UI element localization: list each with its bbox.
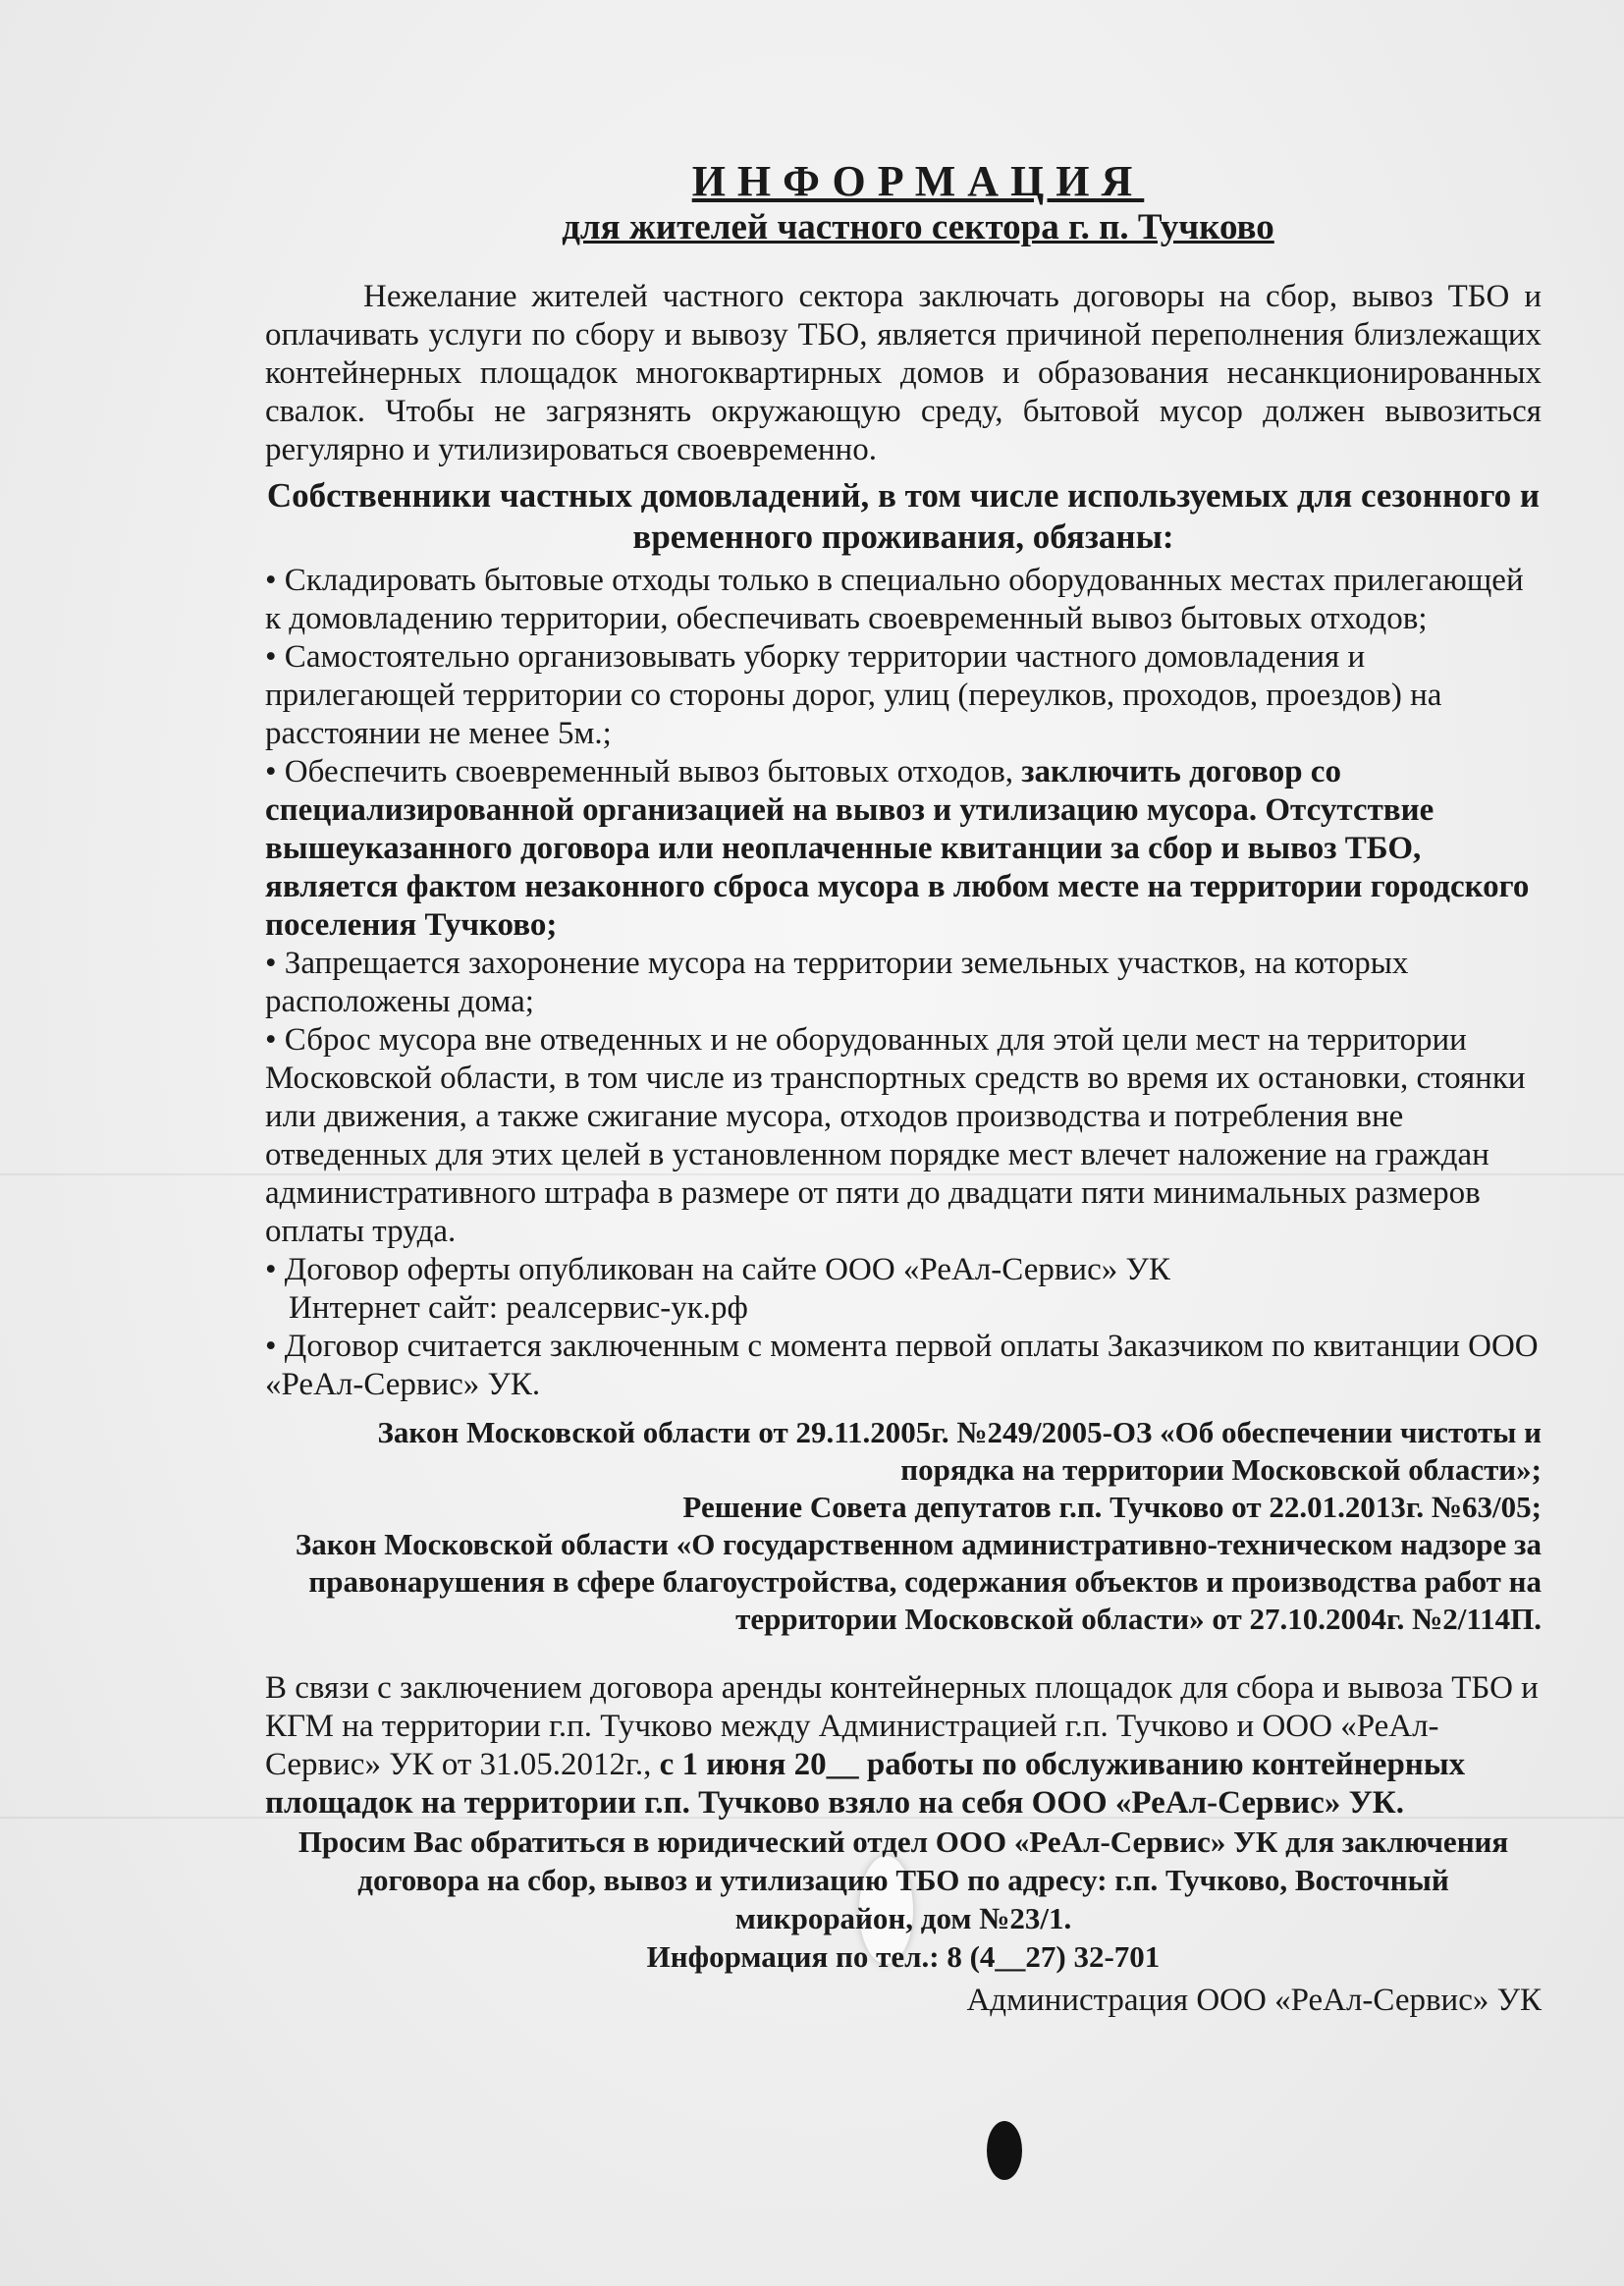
bullet-item: • Самостоятельно организовывать уборку территории частного домовладения и прилегающей территории со стороны дорог, улиц (переулков, проходов, проездов) на расстоянии не менее 5м.;: [265, 639, 1442, 751]
request-paragraph: Просим Вас обратиться в юридический отдел ООО «РеАл-Сервис» УК для заключения договора на сбор, вывоз и утилизацию ТБО по адресу: г.п. Тучково, Восточный микрорайон, дом №23/1.: [298, 1824, 1509, 1935]
bullet-item: • Складировать бытовые отходы только в специально оборудованных местах прилегающей к домовладению территории, обеспечивать своевременный вывоз бытовых отходов;: [265, 563, 1524, 636]
bullet-plain-text: • Обеспечить своевременный вывоз бытовых отходов,: [265, 754, 1022, 789]
ink-stain: [987, 2121, 1022, 2180]
law-reference: Закон Московской области от 29.11.2005г. №249/2005-ОЗ «Об обеспечении чистоты и порядка на территории Московской области»;: [377, 1415, 1542, 1487]
contract-plain-text: В связи с заключением договора аренды контейнерных площадок для сбора и вывоза ТБО и КГМ на территории г.п. Тучково между Администрацией г.п. Тучково и ООО «РеАл-Сервис» УК от 31.05.2012г.,: [265, 1670, 1539, 1782]
bullet-bold-text: заключить договор со специализированной организацией на вывоз и утилизацию мусора. Отсутствие вышеуказанного договора или неоплаченные квитанции за сбор и вывоз ТБО, является фактом незаконного сброса мусора в любом месте на территории городского поселения Тучково;: [265, 754, 1530, 943]
bullet-item: • Договор оферты опубликован на сайте ООО «РеАл-Сервис» УК: [265, 1252, 1170, 1287]
law-reference: Закон Московской области «О государственном административно-техническом надзоре за правонарушения в сфере благоустройства, содержания объектов и производства работ на территории Московской области» от 27.10.2004г. №2/114П.: [295, 1527, 1542, 1636]
website-line: Интернет сайт: реалсервис-ук.рф: [289, 1290, 748, 1326]
bullet-item: • Запрещается захоронение мусора на территории земельных участков, на которых расположены дома;: [265, 946, 1409, 1019]
bullet-item-contract: [265, 753, 1542, 945]
obligation-heading: Собственники частных домовладений, в том числе используемых для сезонного и временного проживания, обязаны:: [266, 476, 1541, 556]
intro-paragraph: Нежелание жителей частного сектора заключать договоры на сбор, вывоз ТБО и оплачивать услуги по сбору и вывозу ТБО, является причиной переполнения близлежащих контейнерных площадок многоквартирных домов и образования несанкционированных свалок. Чтобы не загрязнять окружающую среду, бытовой мусор должен вывозиться регулярно и утилизироваться своевременно.: [265, 279, 1542, 467]
document-body: [265, 157, 1542, 2020]
document-title: ИНФОРМАЦИЯ: [691, 157, 1145, 205]
signature-line: Администрация ООО «РеАл-Сервис» УК: [966, 1983, 1542, 2018]
law-reference: Решение Совета депутатов г.п. Тучково от 22.01.2013г. №63/05;: [682, 1490, 1542, 1524]
bullet-item: • Сброс мусора вне отведенных и не оборудованных для этой цели мест на территории Московской области, в том числе из транспортных средств во время их остановки, стоянки или движения, а также сжигание мусора, отходов производства и потребления вне отведенных для этих целей в установленном порядке мест влечет наложение на граждан административного штрафа в размере от пяти до двадцати пяти минимальных размеров оплаты труда.: [265, 1022, 1526, 1249]
bullet-item: • Договор считается заключенным с момента первой оплаты Заказчиком по квитанции ООО «РеАл-Сервис» УК.: [265, 1329, 1539, 1402]
contract-paragraph: [265, 1669, 1542, 1823]
phone-line: Информация по тел.: 8 (4__27) 32-701: [646, 1939, 1161, 1974]
document-subtitle: для жителей частного сектора г. п. Тучково: [562, 207, 1274, 247]
legal-references: [265, 1414, 1542, 1638]
contract-bold-text: с 1 июня 20__ работы по обслуживанию контейнерных площадок на территории г.п. Тучково взяло на себя ООО «РеАл-Сервис» УК.: [265, 1747, 1466, 1821]
